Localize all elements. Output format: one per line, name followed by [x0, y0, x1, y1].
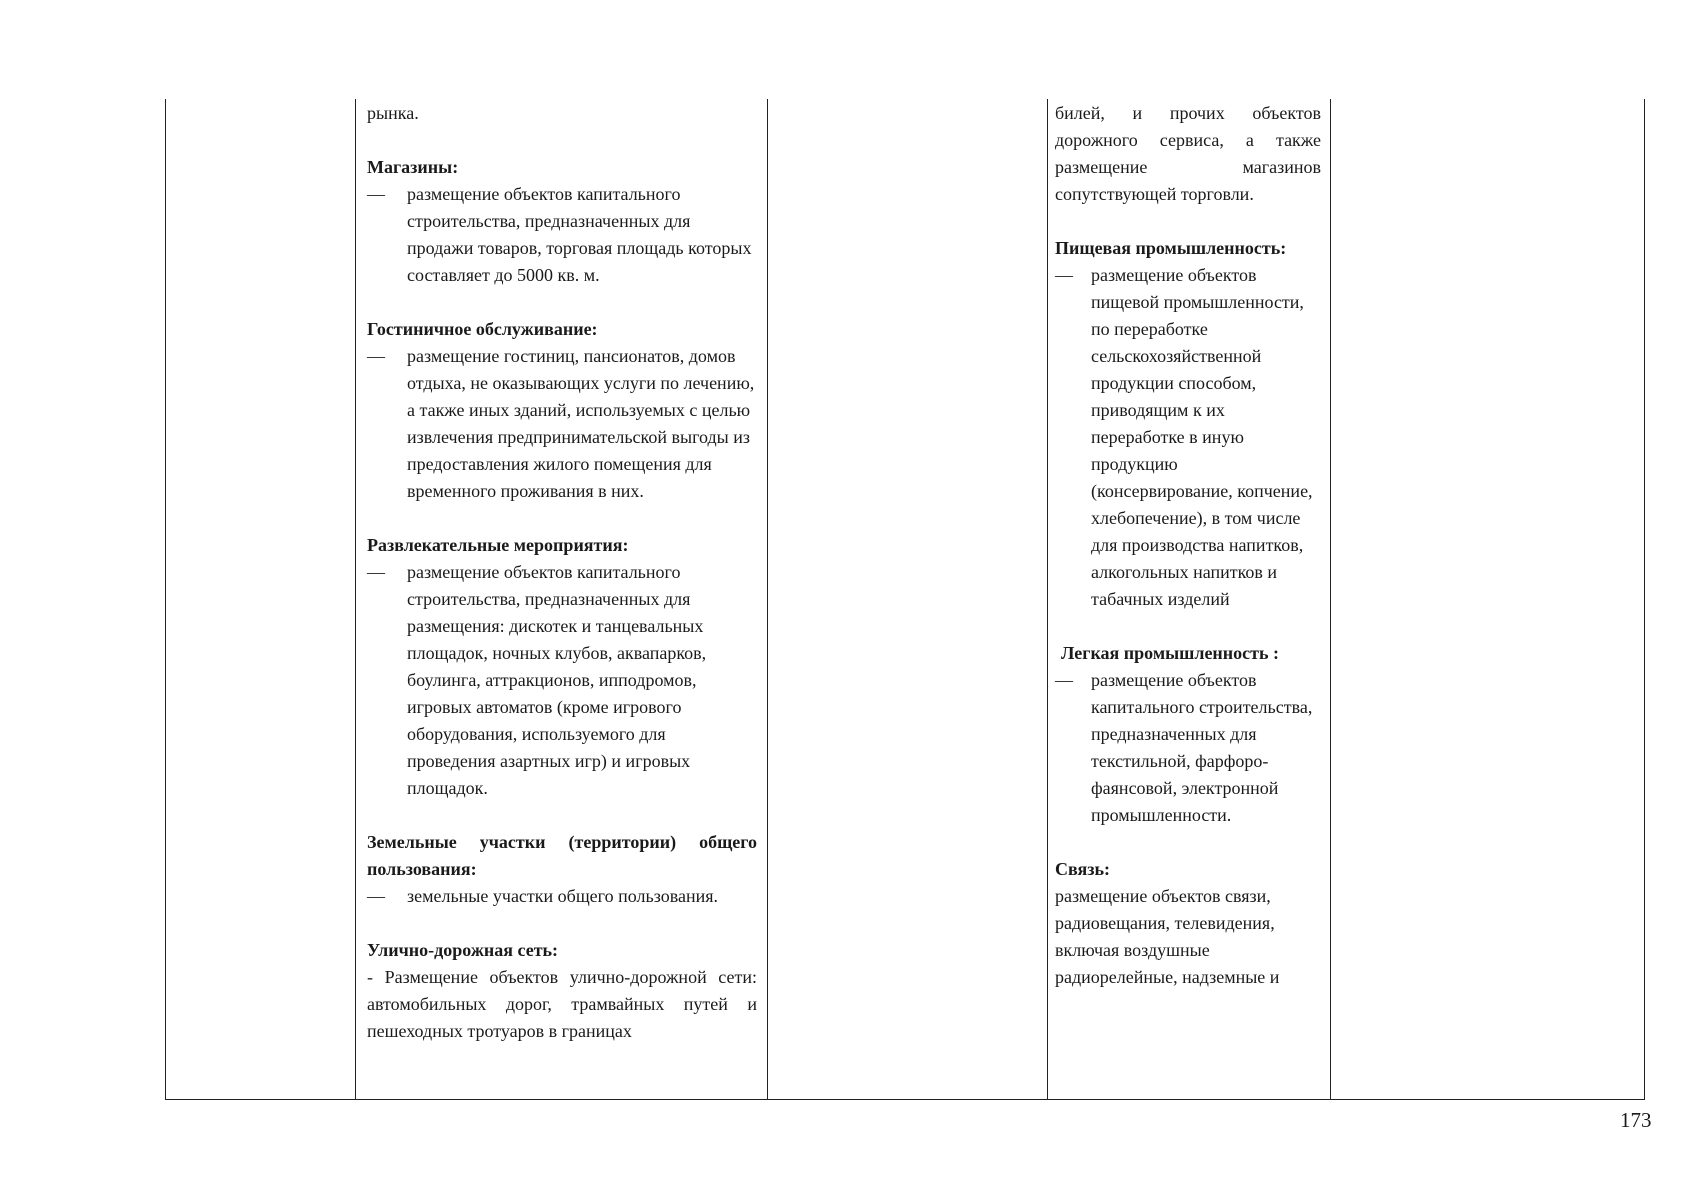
list-item: — размещение гостиниц, пансионатов, домов отдыха, не оказывающих услуги по лечению, а также иных зданий, используемых с целью извлечения предпринимательской выгоды из предоставления жилого помещения для временного проживания в них.	[367, 346, 755, 501]
conditional-uses-column	[1055, 100, 1321, 991]
list-item: — земельные участки общего пользования.	[367, 886, 718, 906]
list-item: — размещение объектов капитального строительства, предназначенных для текстильной, фарфоро-фаянсовой, электронной промышленности.	[1055, 670, 1313, 825]
column-divider	[1330, 99, 1331, 1100]
section-heading: Магазины:	[367, 157, 459, 177]
section-heading: Улично-дорожная сеть:	[367, 940, 559, 960]
intro-text: билей, и прочих объектов дорожного сервиса, а также размещение магазинов сопутствующей торговли.	[1055, 103, 1321, 204]
section-heading: Связь:	[1055, 859, 1110, 879]
section-heading: Гостиничное обслуживание:	[367, 319, 598, 339]
list-item: — размещение объектов капитального строительства, предназначенных для размещения: дискотек и танцевальных площадок, ночных клубов, аквапарков, боулинга, аттракционов, ипподромов, игровых автоматов (кроме игрового оборудования, используемого для проведения азартных игр) и игровых площадок.	[367, 562, 707, 798]
road-network-text: - Размещение объектов улично-дорожной сети: автомобильных дорог, трамвайных путей и пешеходных тротуаров в границах	[367, 967, 757, 1041]
section-heading: Земельные участки (территории) общего пользования:	[367, 832, 757, 879]
section-heading: Легкая промышленность :	[1061, 643, 1280, 663]
permitted-uses-column	[367, 100, 757, 1045]
intro-text: рынка.	[367, 103, 419, 123]
section-heading: Развлекательные мероприятия:	[367, 535, 629, 555]
column-divider	[767, 99, 768, 1100]
list-item: — размещение объектов пищевой промышленности, по переработке сельскохозяйственной продукции способом, приводящим к их переработке в иную продукцию (консервирование, копчение, хлебопечение), в том числе для производства напитков, алкогольных напитков и табачных изделий	[1055, 265, 1313, 609]
list-item: — размещение объектов капитального строительства, предназначенных для продажи товаров, торговая площадь которых составляет до 5000 кв. м.	[367, 184, 752, 285]
page-number: 173	[1620, 1108, 1652, 1132]
column-divider	[355, 99, 356, 1100]
communications-text: размещение объектов связи, радиовещания, телевидения, включая воздушные радиорелейные, надземные и	[1055, 886, 1280, 987]
section-heading: Пищевая промышленность:	[1055, 238, 1287, 258]
column-divider	[1047, 99, 1048, 1100]
